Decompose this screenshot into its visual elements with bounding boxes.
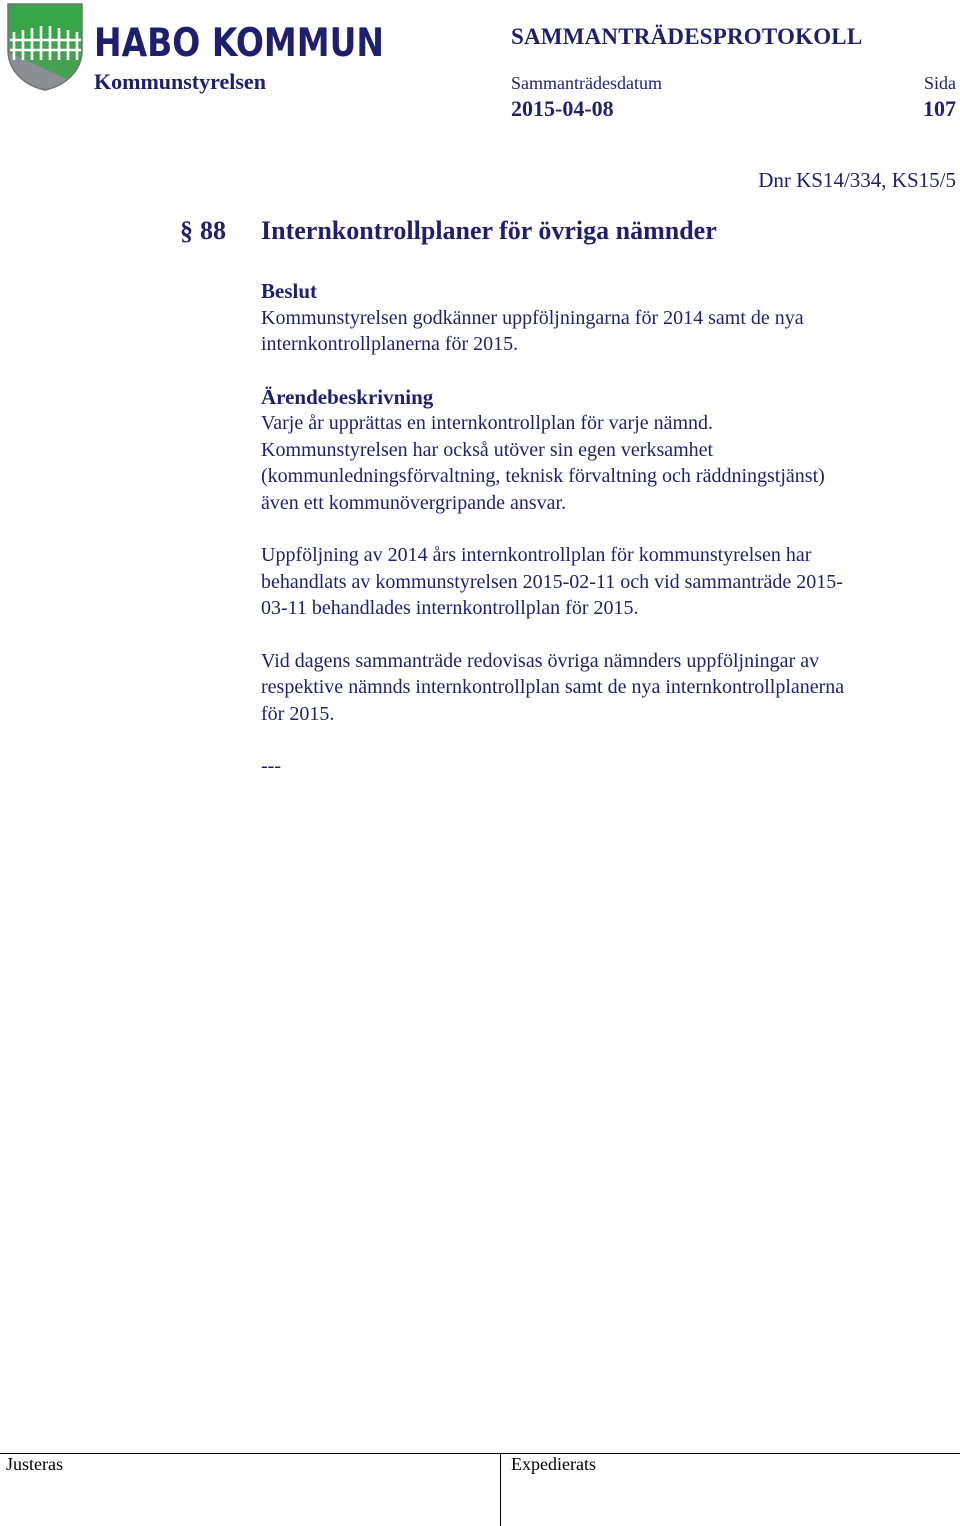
footer-justeras-label: Justeras — [6, 1454, 63, 1474]
section-number: 88 — [200, 216, 226, 245]
section-body — [261, 278, 951, 780]
meeting-date-label: Sammanträdesdatum — [511, 73, 662, 93]
section-sign: § — [180, 216, 193, 245]
organization-name: Kommunstyrelsen — [94, 69, 266, 94]
description-paragraph: Varje år upprättas en internkontrollplan för varje nämnd. Kommunstyrelsen har också utöver sin egen verksamhet (kommunledningsförvaltning, teknisk förvaltning och räddningstjänst) även ett kommunövergripande ansvar. — [261, 412, 825, 514]
shield-green-field — [8, 4, 82, 40]
description-heading: Ärendebeskrivning — [261, 384, 434, 409]
section-title: Internkontrollplaner för övriga nämnder — [261, 216, 717, 245]
decision-heading: Beslut — [261, 279, 318, 303]
footer-divider — [500, 1453, 501, 1526]
document-type: SAMMANTRÄDESPROTOKOLL — [511, 24, 863, 49]
logo-wordmark: HABO KOMMUN — [94, 21, 384, 66]
footer-rule — [0, 1453, 960, 1454]
end-marker: --- — [261, 755, 281, 777]
decision-text: Kommunstyrelsen godkänner uppföljningarna för 2014 samt de nya internkontrollplanerna för 2015. — [261, 306, 804, 355]
footer-expedierats-label: Expedierats — [511, 1454, 596, 1474]
meeting-date: 2015-04-08 — [511, 96, 614, 121]
description-paragraph: Vid dagens sammanträde redovisas övriga nämnders uppföljningar av respektive nämnds internkontrollplan samt de nya internkontrollplanerna för 2015. — [261, 649, 845, 725]
description-paragraph: Uppföljning av 2014 års internkontrollplan för kommunstyrelsen har behandlats av kommunstyrelsen 2015-02-11 och vid sammanträde 2015- 03-11 behandlades internkontrollplan för 2015. — [261, 544, 843, 619]
case-reference: Dnr KS14/334, KS15/5 — [758, 168, 956, 192]
page-label: Sida — [923, 73, 956, 93]
page-number: 107 — [923, 96, 956, 121]
